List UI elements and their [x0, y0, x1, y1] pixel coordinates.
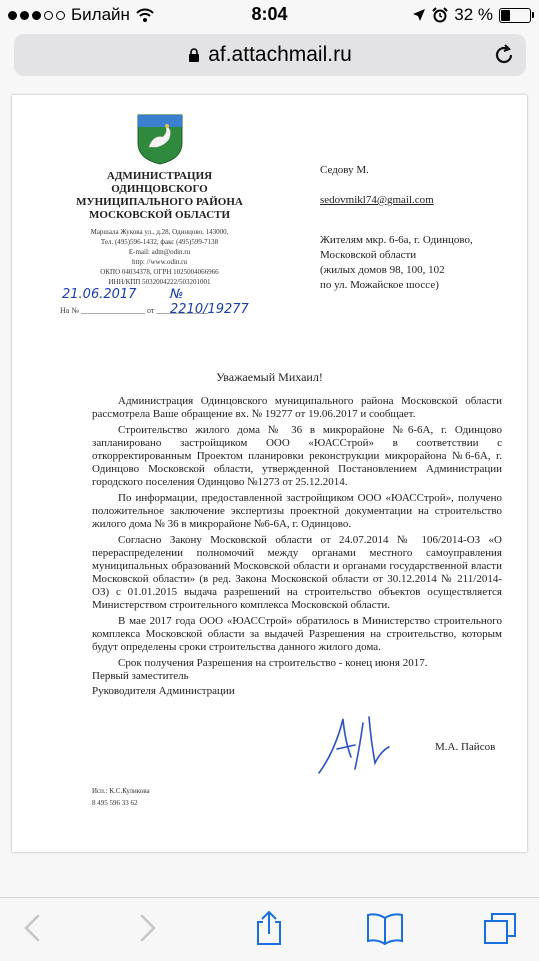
issuer-address-line: Тел. (495)596-1432, факс (495)599-7138 — [100, 238, 219, 246]
letter-body — [92, 395, 502, 673]
tabs-icon[interactable] — [481, 910, 521, 946]
battery-icon — [499, 8, 531, 23]
browser-toolbar — [0, 897, 539, 961]
forward-icon[interactable] — [127, 910, 167, 946]
issuer-address-line: ИНН/КПП 5032004222/503201001 — [108, 278, 211, 286]
share-icon[interactable] — [249, 910, 289, 946]
reload-icon[interactable] — [492, 43, 516, 67]
stamp-date: 21.06.2017 — [62, 287, 137, 302]
issuer-address — [52, 227, 267, 287]
url-display[interactable] — [14, 34, 526, 76]
body-paragraph: По информации, предоставленной застройщиком ООО «ЮАССтрой», получено положительное заключение экспертизы проектной документации на строительство жилого дома № 36 в микрорайоне №6-6А, г. Одинцово. — [92, 492, 502, 530]
issuer-title-line: ОДИНЦОВСКОГО — [111, 183, 208, 195]
issuer-address-line: Маршала Жукова ул., д.28, Одинцово, 143000, — [90, 228, 229, 236]
recipient-name: Седову М. — [320, 164, 369, 176]
stamp-number: № 2210/19277 — [170, 287, 249, 317]
status-bar — [0, 0, 539, 30]
lock-icon — [188, 48, 200, 63]
recipient-line: Московской области — [320, 249, 417, 261]
issuer-address-line: http: //www.odin.ru — [132, 258, 187, 266]
issuer-address-line: ОКПО 04034378, ОГРН 1025004066966 — [100, 268, 219, 276]
recipient-line: (жилых домов 98, 100, 102 — [320, 264, 445, 276]
reference-line: На № ________________ от _____________ — [60, 306, 209, 315]
salutation: Уважаемый Михаил! — [216, 370, 323, 384]
body-paragraph: Администрация Одинцовского муниципального района Московской области рассмотрела Ваше обращение вх. № 19277 от 19.06.2017 и сообщает. — [92, 395, 502, 420]
location-arrow-icon — [412, 8, 426, 22]
signer-title-line: Первый заместитель — [92, 670, 189, 682]
issuer-title-line: МУНИЦИПАЛЬНОГО РАЙОНА — [76, 196, 243, 208]
issuer-address-line: E-mail: adm@odin.ru — [128, 248, 191, 256]
url-text: af.attachmail.ru — [208, 43, 352, 66]
issuer-title-line: МОСКОВСКОЙ ОБЛАСТИ — [88, 209, 231, 221]
alarm-icon — [432, 7, 448, 23]
body-paragraph: Строительство жилого дома № 36 в микрорайоне №6-6А, г. Одинцово запланировано застройщиком ООО «ЮАССтрой» в соответствии с откорректированным Проектом планировки реконструкции микрорайона №6-6А, г. Одинцово Московской области, утвержденной Постановлением Администрации городского поселения Одинцово №1273 от 25.12.2014. — [92, 424, 502, 488]
signer-title — [92, 669, 235, 699]
recipient-line: Жителям мкр. 6-6а, г. Одинцово, — [320, 234, 473, 246]
body-paragraph: Согласно Закону Московской области от 24.07.2014 № 106/2014-ОЗ «О перераспределении полномочий между органами местного самоуправления муниципальных образований Московской области и органами государственной власти Московской области» (в ред. Закона Московской области от 30.12.2014 № 211/2014-ОЗ) с 01.01.2015 выдача разрешений на строительство объектов осуществляется Министерством строительного комплекса Московской области. — [92, 534, 502, 611]
executor-line: 8 495 596 33 62 — [92, 799, 138, 807]
recipient-email[interactable]: sedovmikl74@gmail.com — [320, 194, 434, 206]
executor-info — [92, 785, 150, 809]
issuer-title — [52, 170, 267, 222]
recipient-residents — [320, 233, 473, 293]
issuer-title-line: АДМИНИСТРАЦИЯ — [106, 170, 213, 182]
handwritten-signature — [315, 711, 395, 779]
body-paragraph: Срок получения Разрешения на строительство - конец июня 2017. — [118, 657, 428, 669]
signer-title-line: Руководителя Администрации — [92, 685, 235, 697]
body-paragraph: В мае 2017 года ООО «ЮАССтрой» обратилось в Министерство строительного комплекса Московской области за выдачей Разрешения на строительство, которым будут определены сроки строительства данного жилого дома. — [92, 615, 502, 653]
back-icon[interactable] — [13, 910, 53, 946]
status-time: 8:04 — [251, 4, 288, 24]
bookmarks-icon[interactable] — [365, 910, 405, 946]
coat-of-arms-icon — [135, 113, 185, 165]
letter-document — [12, 95, 527, 852]
executor-line: Исп.: К.С.Куликова — [92, 787, 150, 795]
signer-name: М.А. Пайсов — [435, 741, 496, 753]
recipient-line: по ул. Можайское шоссе) — [320, 279, 439, 291]
carrier-name: Билайн — [71, 5, 130, 24]
status-right — [412, 5, 531, 25]
address-bar[interactable] — [14, 34, 526, 76]
battery-percent: 32 % — [454, 5, 493, 24]
